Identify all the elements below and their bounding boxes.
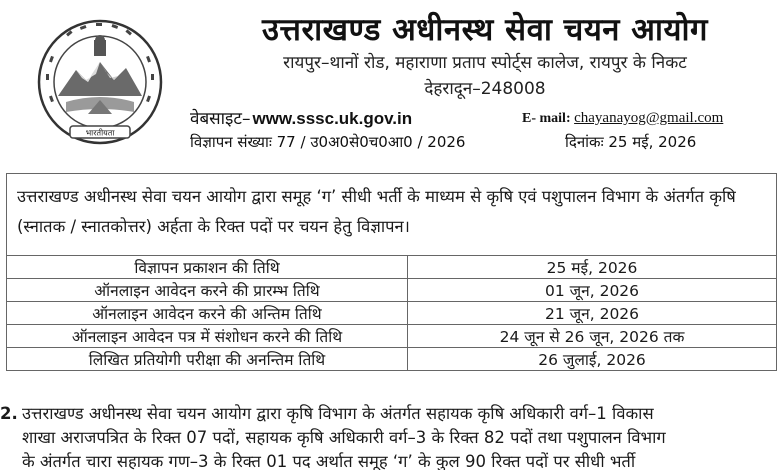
address-line-1: रायपुर–थानों रोड, महाराणा प्रताप स्पोर्ट्स कालेज, रायपुर के निकट bbox=[283, 53, 687, 73]
table-row bbox=[7, 279, 777, 302]
date-label: ऑनलाइन आवेदन करने की प्रारम्भ तिथि bbox=[7, 279, 408, 302]
commission-title: उत्तराखण्ड अधीनस्थ सेवा चयन आयोग bbox=[262, 12, 708, 48]
paragraph-line: के अंतर्गत चारा सहायक गण–3 के रिक्त 01 पद अर्थात समूह ‘ग’ के कुल 90 रिक्त पदों पर सीधी भर्ती bbox=[22, 452, 636, 470]
table-row bbox=[7, 256, 777, 279]
website-label: वेबसाइट– bbox=[190, 109, 251, 129]
address-line-2: देहरादून–248008 bbox=[424, 79, 546, 99]
date-value: 24 जून से 26 जून, 2026 तक bbox=[408, 325, 777, 348]
important-dates-table bbox=[6, 255, 777, 371]
email-info bbox=[522, 110, 723, 127]
table-row bbox=[7, 325, 777, 348]
seal-caption: भारतीयता bbox=[85, 128, 115, 138]
date-label: ऑनलाइन आवेदन पत्र में संशोधन करने की तिथि bbox=[7, 325, 408, 348]
date-value: 01 जून, 2026 bbox=[408, 279, 777, 302]
advertisement-number: विज्ञापन संख्याः 77 / उ0अ0से0च0आ0 / 2026 bbox=[190, 133, 466, 151]
website-info bbox=[190, 106, 412, 129]
date-value: 21 जून, 2026 bbox=[408, 302, 777, 325]
date-label: ऑनलाइन आवेदन करने की अन्तिम तिथि bbox=[7, 302, 408, 325]
email-link[interactable]: chayanayog@gmail.com bbox=[574, 110, 724, 126]
date-label: लिखित प्रतियोगी परीक्षा की अनन्तिम तिथि bbox=[7, 348, 408, 371]
date-value: 26 जुलाई, 2026 bbox=[408, 348, 777, 371]
notice-box bbox=[6, 173, 777, 255]
paragraph-line-text: उत्तराखण्ड अधीनस्थ सेवा चयन आयोग द्वारा कृषि विभाग के अंतर्गत सहायक कृषि अधिकारी वर्ग–1 विकास bbox=[22, 404, 654, 423]
date-value: 25 मई, 2026 bbox=[408, 256, 777, 279]
paragraph-2 bbox=[0, 402, 780, 470]
website-link[interactable]: www.sssc.uk.gov.in bbox=[252, 109, 413, 128]
table-row bbox=[7, 348, 777, 371]
commission-seal-logo bbox=[36, 18, 164, 146]
email-label: E- mail: bbox=[522, 111, 571, 126]
notice-text: उत्तराखण्ड अधीनस्थ सेवा चयन आयोग द्वारा समूह ‘ग’ सीधी भर्ती के माध्यम से कृषि एवं पशुपालन विभाग के अंतर्गत कृषि (स्नातक / स्नातकोत्तर) अर्हता के रिक्त पदों पर चयन हेतु विज्ञापन। bbox=[17, 187, 736, 236]
advertisement-date: दिनांकः 25 मई, 2026 bbox=[565, 133, 697, 151]
paragraph-line bbox=[0, 402, 780, 426]
seal-emblem-icon bbox=[36, 18, 164, 146]
paragraph-number: 2. bbox=[0, 404, 18, 423]
table-row bbox=[7, 302, 777, 325]
paragraph-line: शाखा अराजपत्रित के रिक्त 07 पदों, सहायक कृषि अधिकारी वर्ग–3 के रिक्त 82 पदों तथा पशुपालन विभाग bbox=[22, 428, 666, 447]
date-label: विज्ञापन प्रकाशन की तिथि bbox=[7, 256, 408, 279]
